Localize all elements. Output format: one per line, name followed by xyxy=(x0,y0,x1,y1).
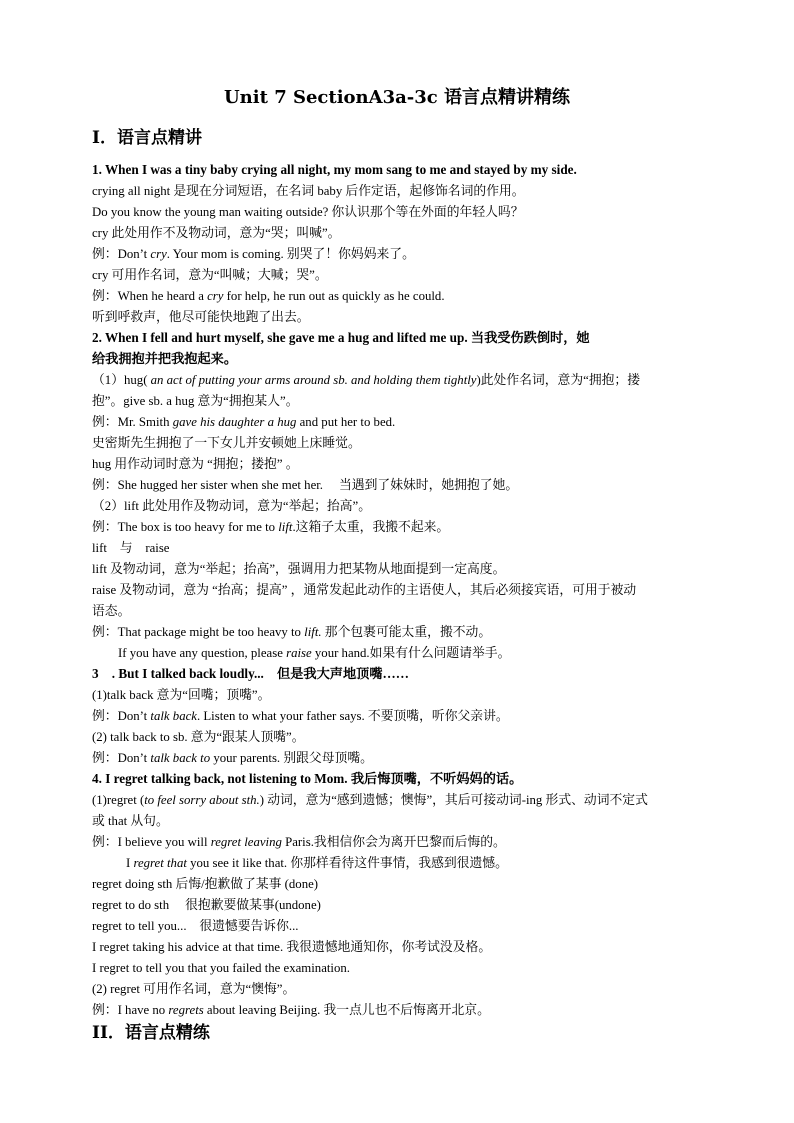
section-heading-2: II．语言点精练 xyxy=(92,1023,210,1043)
text-line: lift 及物动词，意为“举起；抬高”，强调用力把某物从地面提到一定高度。 xyxy=(92,562,506,576)
text-line: regret to tell you... 很遗憾要告诉你... xyxy=(92,919,299,933)
point-3-heading: 3 . But I talked back loudly... 但是我大声地顶嘴…… xyxy=(92,666,409,681)
text-line: lift 与 raise xyxy=(92,541,170,555)
point-4-heading: 4. I regret talking back, not listening to Mom. 我后悔顶嘴，不听妈妈的话。 xyxy=(92,771,523,786)
example-line: 例：When he heard a cry for help, he run out as quickly as he could. xyxy=(92,289,445,303)
text-line: hug 用作动词时意为 “拥抱；搂抱” 。 xyxy=(92,457,299,471)
text-line: 或 that 从句。 xyxy=(92,814,169,828)
example-line: 例：She hugged her sister when she met her. 当遇到了妹妹时，她拥抱了她。 xyxy=(92,478,519,492)
text-line: regret to do sth 很抱歉要做某事(undone) xyxy=(92,898,321,912)
text-line: （1）hug( an act of putting your arms around sb. and holding them tightly)此处作名词，意为“拥抱；搂 xyxy=(92,373,641,387)
text-line: 听到呼救声，他尽可能快地跑了出去。 xyxy=(92,310,310,324)
text-line: Do you know the young man waiting outside? 你认识那个等在外面的年轻人吗？ xyxy=(92,205,524,219)
example-line: 例：That package might be too heavy to lift. 那个包裹可能太重，搬不动。 xyxy=(92,625,492,639)
point-2-heading-cont: 给我拥抱并把我抱起来。 xyxy=(92,351,238,366)
text-line: 抱”。give sb. a hug 意为“拥抱某人”。 xyxy=(92,394,299,408)
text-line: (2) talk back to sb. 意为“跟某人顶嘴”。 xyxy=(92,730,305,744)
text-line: (1)regret (to feel sorry about sth.) 动词，意为“感到遗憾；懊悔”，其后可接动词-ing 形式、动词不定式 xyxy=(92,793,648,807)
text-line: crying all night 是现在分词短语，在名词 baby 后作定语，起修饰名词的作用。 xyxy=(92,184,525,198)
text-line: (1)talk back 意为“回嘴；顶嘴”。 xyxy=(92,688,271,702)
example-line: 例：Don’t cry. Your mom is coming. 别哭了！你妈妈来了。 xyxy=(92,247,415,261)
point-1-heading: 1. When I was a tiny baby crying all night, my mom sang to me and stayed by my side. xyxy=(92,162,577,177)
text-line: raise 及物动词，意为 “抬高；提高” ，通常发起此动作的主语使人，其后必须接宾语，可用于被动 xyxy=(92,583,637,597)
example-line: 例：Mr. Smith gave his daughter a hug and put her to bed. xyxy=(92,415,396,429)
example-line: I regret to tell you that you failed the examination. xyxy=(92,961,350,975)
text-line: cry 可用作名词，意为“叫喊；大喊；哭”。 xyxy=(92,268,328,282)
example-line: 例：The box is too heavy for me to lift.这箱子太重，我搬不起来。 xyxy=(92,520,450,534)
page-title: Unit 7 SectionA3a-3c 语言点精讲精练 xyxy=(223,87,571,108)
example-line: I regret that you see it like that. 你那样看待这件事情，我感到很遗憾。 xyxy=(126,856,508,870)
text-line: (2) regret 可用作名词，意为“懊悔”。 xyxy=(92,982,296,996)
text-line: regret doing sth 后悔/抱歉做了某事 (done) xyxy=(92,877,319,891)
example-line: 例：Don’t talk back to your parents. 别跟父母顶嘴。 xyxy=(92,751,373,765)
point-2-heading: 2. When I fell and hurt myself, she gave me a hug and lifted me up. 当我受伤跌倒时，她 xyxy=(92,330,590,345)
example-line: 例：I believe you will regret leaving Paris.我相信你会为离开巴黎而后悔的。 xyxy=(92,835,506,849)
text-line: cry 此处用作不及物动词，意为“哭；叫喊”。 xyxy=(92,226,341,240)
text-line: 语态。 xyxy=(92,604,131,618)
example-line: I regret taking his advice at that time. 我很遗憾地通知你，你考试没及格。 xyxy=(92,940,492,954)
example-line: If you have any question, please raise your hand.如果有什么问题请举手。 xyxy=(118,646,511,660)
example-line: 例：Don’t talk back. Listen to what your father says. 不要顶嘴，听你父亲讲。 xyxy=(92,709,509,723)
example-line: 例：I have no regrets about leaving Beijing. 我一点儿也不后悔离开北京。 xyxy=(92,1003,490,1017)
section-heading-1: I．语言点精讲 xyxy=(92,128,202,148)
text-line: （2）lift 此处用作及物动词，意为“举起；抬高”。 xyxy=(92,499,372,513)
text-line: 史密斯先生拥抱了一下女儿并安顿她上床睡觉。 xyxy=(92,436,361,450)
